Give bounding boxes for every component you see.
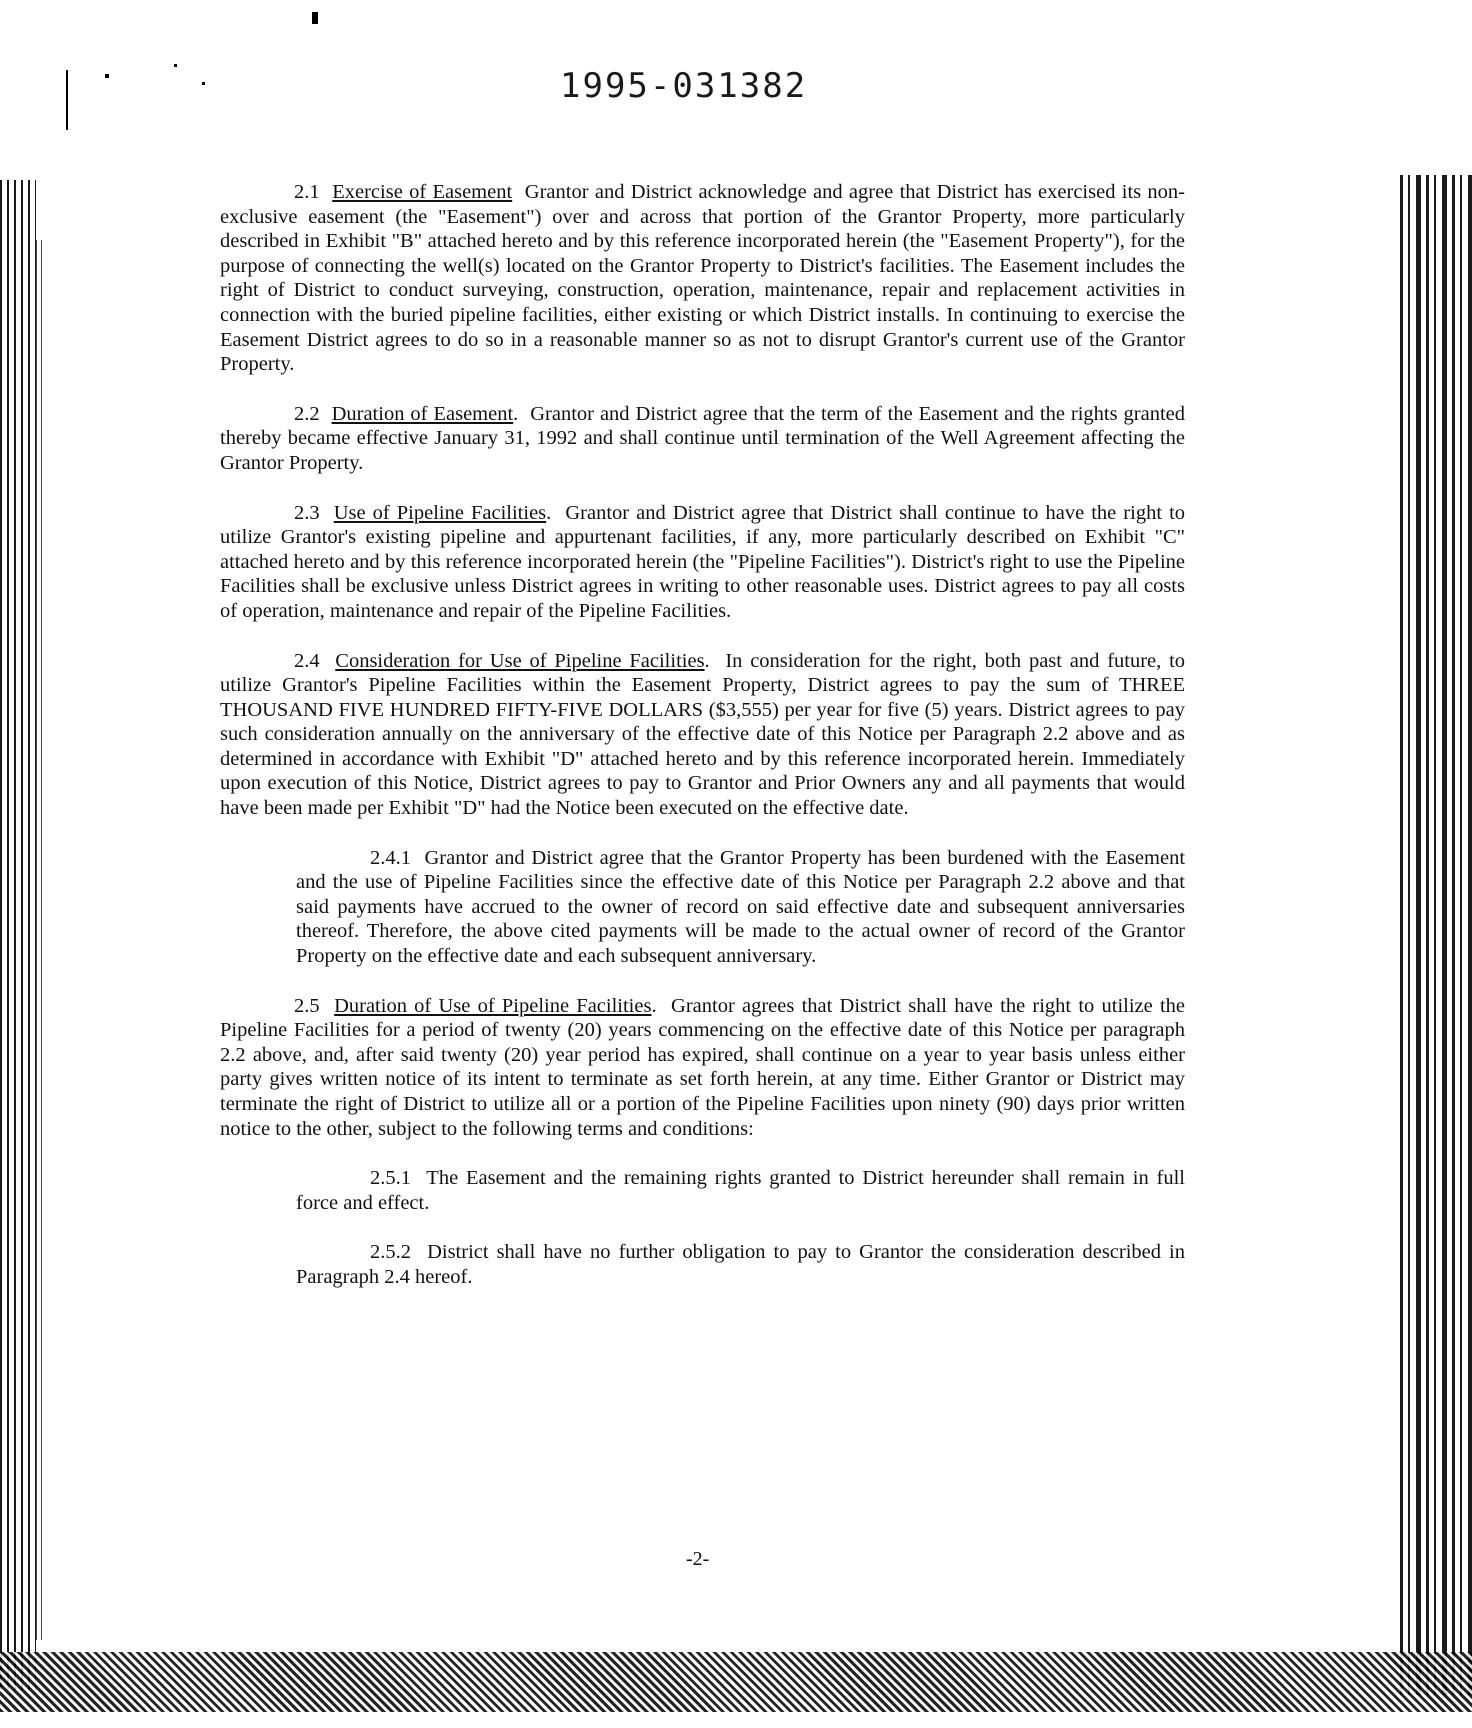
section-heading: Exercise of Easement <box>332 181 513 203</box>
document-body <box>220 180 1185 1315</box>
scan-speck <box>66 70 68 130</box>
section-number: 2.1 <box>294 181 320 203</box>
section-number: 2.5.2 <box>370 1241 411 1264</box>
section-2-4: 2.4 Consideration for Use of Pipeline Facilities. In consideration for the right, both past and future, to utilize Grantor's Pipeline Facilities within the Easement Property, District agrees to pay the sum of THREE THOUSAND FIVE HUNDRED FIFTY-FIVE DOLLARS ($3,555) per year for five (5) years. District agrees to pay such consideration annually on the anniversary of the effective date of this Notice per Paragraph 2.2 above and as determined in accordance with Exhibit "D" attached hereto and by this reference incorporated herein. Immediately upon execution of this Notice, District agrees to pay to Grantor and Prior Owners any and all payments that would have been made per Exhibit "D" had the Notice been executed on the effective date. <box>220 649 1186 820</box>
section-number: 2.4 <box>294 649 320 672</box>
scan-artifact-bottom-margin <box>0 1712 1472 1728</box>
scan-speck <box>312 12 318 24</box>
section-heading: Consideration for Use of Pipeline Facilities <box>335 649 705 672</box>
section-2-3: 2.3 Use of Pipeline Facilities. Grantor and District agree that District shall continue to have the right to utilize Grantor's existing pipeline and appurtenant facilities, if any, more particularly described on Exhibit "C" attached hereto and by this reference incorporated herein (the "Pipeline Facilities"). District's right to use the Pipeline Facilities shall be exclusive unless District agrees in writing to other reasonable uses. District agrees to pay all costs of operation, maintenance and repair of the Pipeline Facilities. <box>220 501 1186 622</box>
section-heading: Duration of Use of Pipeline Facilities <box>334 994 652 1017</box>
scan-artifact-left-edge-inner <box>36 240 46 1640</box>
section-number: 2.2 <box>294 402 320 425</box>
section-text: The Easement and the remaining rights granted to District hereunder shall remain in full force and effect. <box>296 1167 1185 1214</box>
page-number: -2- <box>686 1548 710 1570</box>
section-2-1 <box>220 180 1185 377</box>
scan-speck <box>105 74 109 78</box>
scan-speck <box>202 82 205 85</box>
section-2-5: 2.5 Duration of Use of Pipeline Facilities. Grantor agrees that District shall have the right to utilize the Pipeline Facilities for a period of twenty (20) years commencing on the effective date of this Notice per paragraph 2.2 above, and, after said twenty (20) year period has expired, shall continue on a year to year basis unless either party gives written notice of its intent to terminate as set forth herein, at any time. Either Grantor or District may terminate the right of District to utilize all or a portion of the Pipeline Facilities upon ninety (90) days prior written notice to the other, subject to the following terms and conditions: <box>220 994 1186 1140</box>
section-heading: Duration of Easement <box>331 402 514 425</box>
scan-speck <box>174 64 177 67</box>
section-2-2: 2.2 Duration of Easement. Grantor and District agree that the term of the Easement and the rights granted thereby became effective January 31, 1992 and shall continue until termination of the Well Agreement affecting the Grantor Property. <box>220 402 1186 474</box>
section-number: 2.4.1 <box>370 846 411 869</box>
section-number: 2.5.1 <box>370 1167 411 1190</box>
section-text: Grantor and District acknowledge and agree that District has exercised its non-exclusive easement (the "Easement") over and across that portion of the Grantor Property, more particularly described in Exhibit "B" attached hereto and by this reference incorporated herein (the "Easement Property"), for the purpose of connecting the well(s) located on the Grantor Property to District's facilities. The Easement includes the right of District to conduct surveying, construction, operation, maintenance, repair and replacement activities in connection with the buried pipeline facilities, either existing or which District installs. In continuing to exercise the Easement District agrees to do so in a reasonable manner so as not to disrupt Grantor's current use of the Grantor Property. <box>220 181 1185 376</box>
section-text: Grantor and District agree that District shall continue to have the right to utilize Grantor's existing pipeline and appurtenant facilities, if any, more particularly described on Exhibit "C" attached hereto and by this reference incorporated herein (the "Pipeline Facilities"). District's right to use the Pipeline Facilities shall be exclusive unless District agrees in writing to other reasonable uses. District agrees to pay all costs of operation, maintenance and repair of the Pipeline Facilities. <box>220 501 1186 622</box>
document-number: 1995-031382 <box>560 66 808 106</box>
section-number: 2.5 <box>294 994 320 1017</box>
section-text: Grantor and District agree that the term of the Easement and the rights granted thereby became effective January 31, 1992 and shall continue until termination of the Well Agreement affecting the Grantor Property. <box>220 402 1186 474</box>
scan-artifact-left-edge <box>0 180 36 1690</box>
section-text: Grantor and District agree that the Grantor Property has been burdened with the Easement and the use of Pipeline Facilities since the effective date of this Notice per Paragraph 2.2 above and that said payments have accrued to the owner of record on said effective date and subsequent anniversaries thereof. Therefore, the above cited payments will be made to the actual owner of record of the Grantor Property on the effective date and each subsequent anniversary. <box>296 846 1186 968</box>
section-2-5-2 <box>296 1240 1185 1289</box>
section-2-5-1 <box>296 1166 1185 1215</box>
section-text: District shall have no further obligation to pay to Grantor the consideration described in Paragraph 2.4 hereof. <box>296 1241 1185 1288</box>
scan-artifact-right-edge <box>1400 175 1472 1695</box>
scan-artifact-bottom-edge <box>0 1652 1472 1712</box>
section-text: In consideration for the right, both past and future, to utilize Grantor's Pipeline Facilities within the Easement Property, District agrees to pay the sum of THREE THOUSAND FIVE HUNDRED FIFTY-FIVE DOLLARS ($3,555) per year for five (5) years. District agrees to pay such consideration annually on the anniversary of the effective date of this Notice per Paragraph 2.2 above and as determined in accordance with Exhibit "D" attached hereto and by this reference incorporated herein. Immediately upon execution of this Notice, District agrees to pay to Grantor and Prior Owners any and all payments that would have been made per Exhibit "D" had the Notice been executed on the effective date. <box>220 649 1186 820</box>
section-heading: Use of Pipeline Facilities <box>333 501 547 524</box>
section-2-4-1 <box>296 846 1185 969</box>
section-number: 2.3 <box>294 501 320 524</box>
section-text: Grantor agrees that District shall have the right to utilize the Pipeline Facilities for a period of twenty (20) years commencing on the effective date of this Notice per paragraph 2.2 above, and, after said twenty (20) year period has expired, shall continue on a year to year basis unless either party gives written notice of its intent to terminate as set forth herein, at any time. Either Grantor or District may terminate the right of District to utilize all or a portion of the Pipeline Facilities upon ninety (90) days prior written notice to the other, subject to the following terms and conditions: <box>220 994 1186 1140</box>
